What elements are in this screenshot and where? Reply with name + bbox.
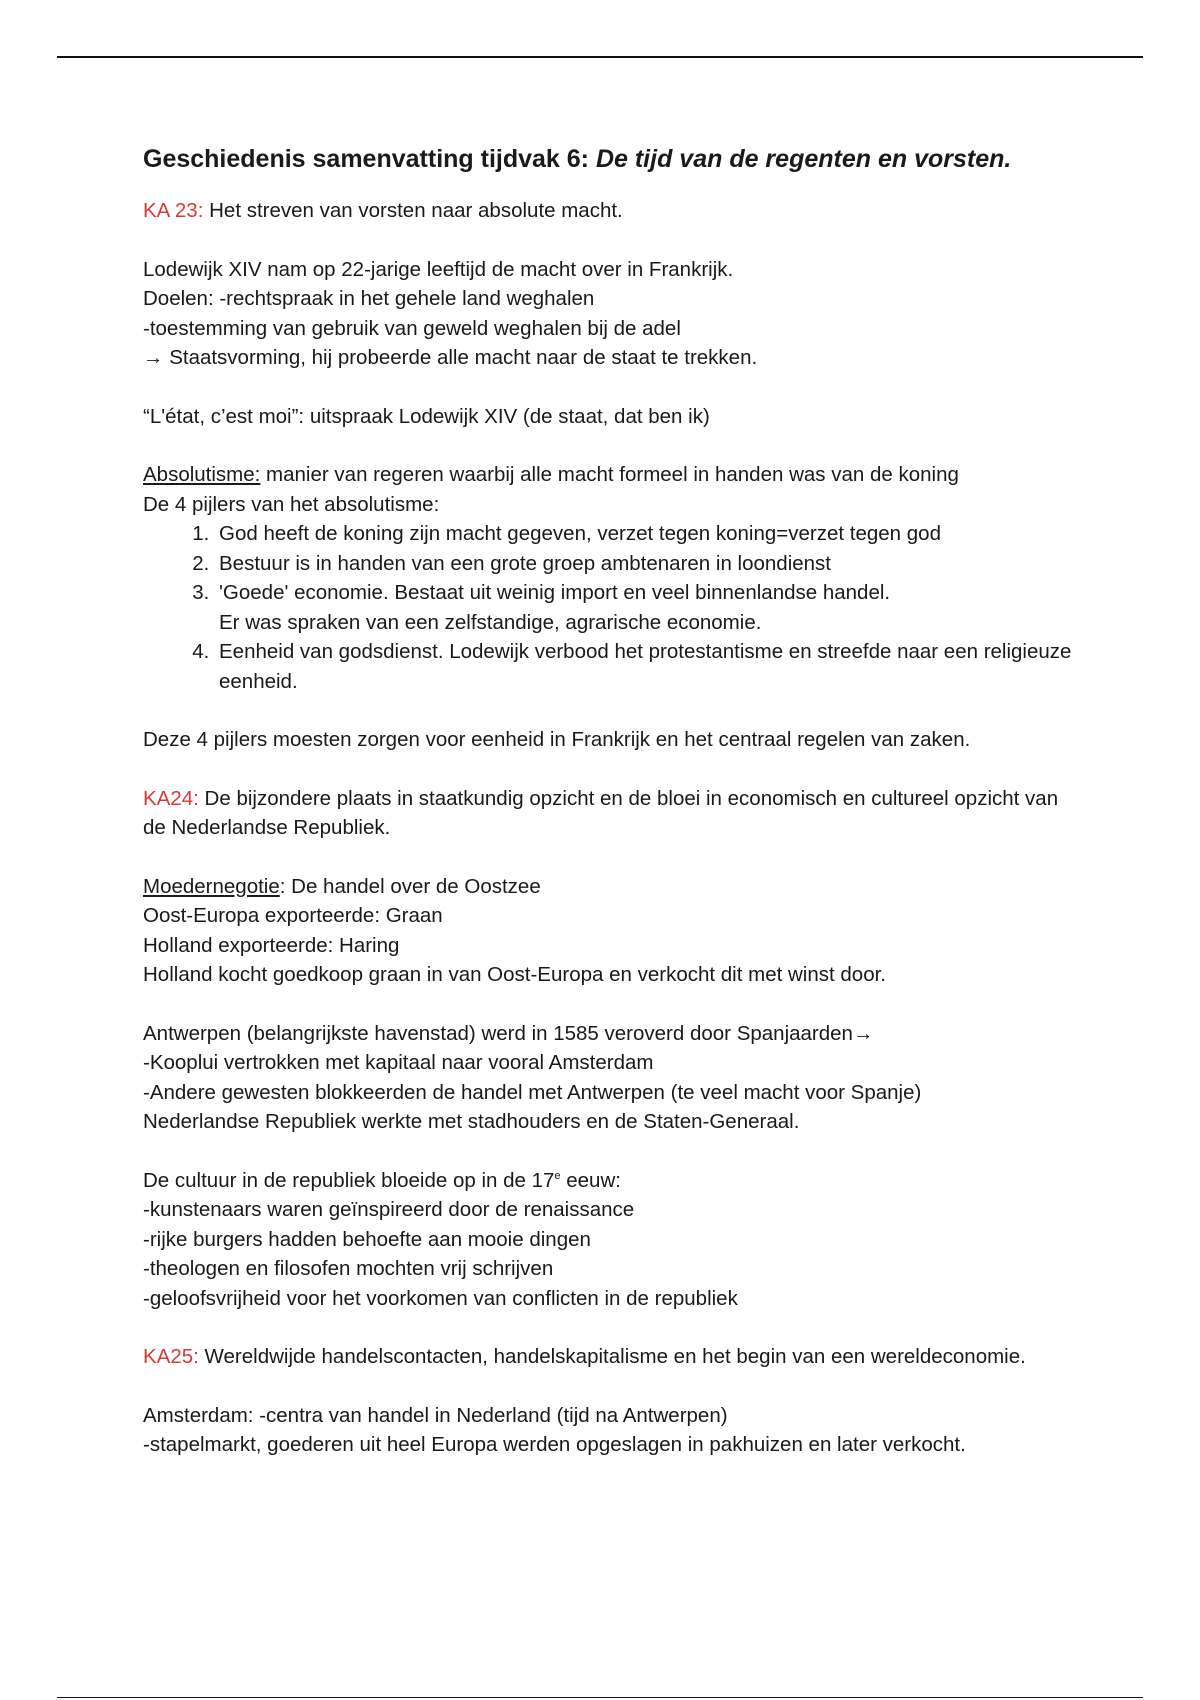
header-rule — [57, 56, 1143, 58]
lodewijk-line-2: Doelen: -rechtspraak in het gehele land weghalen — [143, 287, 595, 310]
pillars-intro: De 4 pijlers van het absolutisme: — [143, 492, 440, 516]
lodewijk-line-1: Lodewijk XIV nam op 22-jarige leeftijd de macht over in Frankrijk. — [143, 257, 734, 281]
cultuur-line-4: -theologen en filosofen mochten vrij schrijven — [143, 1257, 554, 1280]
footer-rule — [57, 1697, 1143, 1698]
antwerpen-line-1: Antwerpen (belangrijkste havenstad) werd in 1585 veroverd door Spanjaarden→ — [143, 1021, 874, 1045]
lodewijk-line-3: -toestemming van gebruik van geweld weghalen bij de adel — [143, 316, 681, 340]
moedernegotie-term: Moedernegotie — [143, 874, 280, 898]
cultuur-line-1 — [143, 1166, 1073, 1196]
pillar-item: 4. Eenheid van godsdienst. Lodewijk verbood het protestantisme en streefde naar een religieuze eenheid. — [215, 637, 1073, 696]
quote-line: “L'état, c’est moi”: uitspraak Lodewijk XIV (de staat, dat ben ik) — [143, 404, 710, 428]
amsterdam-line-1: Amsterdam: -centra van handel in Nederland (tijd na Antwerpen) — [143, 1403, 728, 1427]
antwerpen-line-3: -Andere gewesten blokkeerden de handel met Antwerpen (te veel macht voor Spanje) — [143, 1080, 922, 1104]
moedernegotie-line-1: Oost-Europa exporteerde: Graan — [143, 904, 443, 927]
title-prefix: Geschiedenis samenvatting tijdvak 6: — [143, 145, 596, 173]
pillar-3-line-1: 'Goede' economie. Bestaat uit weinig import en veel binnenlandse handel. — [219, 581, 891, 604]
document-page — [143, 142, 1073, 1460]
ka23-text: Het streven van vorsten naar absolute macht. — [203, 199, 623, 222]
pillar-item: 2. Bestuur is in handen van een grote groep ambtenaren in loondienst — [215, 549, 1073, 579]
moedernegotie-definition-text: : De handel over de Oostzee — [279, 874, 541, 898]
cultuur-line-3: -rijke burgers hadden behoefte aan mooie dingen — [143, 1227, 591, 1251]
ka25-text: Wereldwijde handelscontacten, handelskapitalisme en het begin van een wereldeconomie. — [198, 1345, 1026, 1368]
ka24-text: De bijzondere plaats in staatkundig opzicht en de bloei in economisch en cultureel opzicht van de Nederlandse Republiek. — [143, 786, 1059, 839]
amsterdam-line-2: -stapelmarkt, goederen uit heel Europa werden opgeslagen in pakhuizen en later verkocht. — [143, 1433, 966, 1456]
cultuur-line-2: -kunstenaars waren geïnspireerd door de renaissance — [143, 1198, 635, 1221]
absolutisme-term: Absolutisme: — [143, 463, 261, 486]
pillars-conclusion: Deze 4 pijlers moesten zorgen voor eenheid in Frankrijk en het centraal regelen van zaken. — [143, 728, 971, 751]
cultuur-line-1-end: eeuw: — [560, 1168, 621, 1192]
ka25-heading — [143, 1342, 1073, 1372]
ka23-heading — [143, 196, 1073, 226]
pillar-3-line-2: Er was spraken van een zelfstandige, agrarische economie. — [219, 610, 762, 634]
moedernegotie-line-2: Holland exporteerde: Haring — [143, 933, 400, 957]
pillar-item — [215, 578, 1073, 637]
ka25-label: KA25: — [143, 1345, 199, 1368]
antwerpen-line-2: -Kooplui vertrokken met kapitaal naar vooral Amsterdam — [143, 1051, 654, 1074]
title-italic: De tijd van de regenten en vorsten. — [595, 145, 1012, 173]
absolutisme-definition — [143, 460, 1073, 490]
lodewijk-line-4: → Staatsvorming, hij probeerde alle macht naar de staat te trekken. — [143, 346, 758, 369]
cultuur-line-5: -geloofsvrijheid voor het voorkomen van conflicten in de republiek — [143, 1286, 738, 1310]
cultuur-superscript: e — [554, 1169, 561, 1182]
absolutisme-definition-text: manier van regeren waarbij alle macht formeel in handen was van de koning — [260, 463, 959, 486]
antwerpen-line-4: Nederlandse Republiek werkte met stadhouders en de Staten-Generaal. — [143, 1110, 800, 1133]
ka24-heading — [143, 784, 1073, 843]
pillar-item: 1. God heeft de koning zijn macht gegeven, verzet tegen koning=verzet tegen god — [215, 519, 1073, 549]
moedernegotie-line-3: Holland kocht goedkoop graan in van Oost-Europa en verkocht dit met winst door. — [143, 963, 886, 986]
ka23-label: KA 23: — [143, 199, 204, 222]
page-title — [143, 142, 1073, 176]
pillars-list — [143, 519, 1073, 696]
moedernegotie-definition — [143, 872, 1073, 902]
cultuur-line-1-text: De cultuur in de republiek bloeide op in de 17 — [143, 1168, 555, 1192]
ka24-label: KA24: — [143, 786, 199, 810]
